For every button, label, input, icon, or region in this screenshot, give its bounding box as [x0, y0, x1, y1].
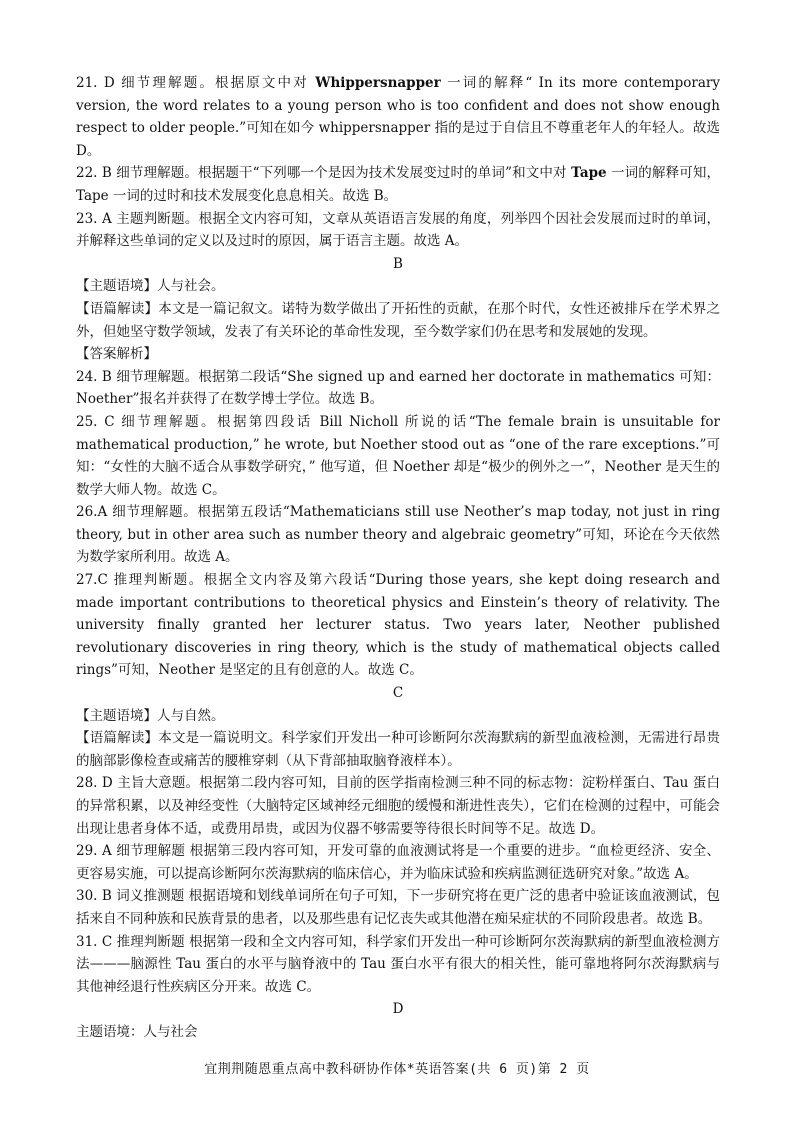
answer-29: 29. A 细节理解题 根据第三段内容可知，开发可靠的血液测试将是一个重要的进步。“血检更经济、安全、更容易实施，可以提高诊断阿尔茨海默病的临床信心，并为临床试验和疾病监测征选研究对象。”故选 A。: [76, 843, 720, 882]
answer-24: 24. B 细节理解题。根据第二段话“She signed up and earned her doctorate in mathematics 可知：Noether”报名并获得了在数学博士学位。故选 B。: [76, 368, 720, 408]
page-footer: 宜荆荆随恩重点高中教科研协作体*英语答案(共 6 页)第 2 页: [204, 1062, 590, 1077]
answer-21: 21. D 细节理解题。根据原文中对 Whippersnapper 一词的解释“ In its more contemporary version, the word relates to a young person who is too confident and does not show enough respect to older people.”可知在如今 whippersnapper 指的是过于自信且不尊重老年人的年轻人。故选 D。: [76, 75, 720, 159]
section-heading-c: C: [392, 685, 404, 702]
answer-23: 23. A 主题判断题。根据全文内容可知，文章从英语语言发展的角度，列举四个因社会发展而过时的单词，并解释这些单词的定义以及过时的原因，属于语言主题。故选 A。: [76, 210, 720, 250]
section-c-passage-analysis: 【语篇解读】本文是一篇说明文。科学家们开发出一种可诊断阿尔茨海默病的新型血液检测，无需进行昂贵的脑部影像检查或痛苦的腰椎穿刺（从下背部抽取脑脊液样本）。: [76, 730, 720, 769]
section-b-passage-analysis: 【语篇解读】本文是一篇记叙文。诺特为数学做出了开拓性的贡献，在那个时代，女性还被排斥在学术界之外，但她坚守数学领域，发表了有关环论的革命性发现，至今数学家们仍在思考和发展她的发现。: [76, 300, 720, 340]
section-b-answer-heading: 【答案解析】: [76, 346, 157, 363]
section-b-theme: 【主题语境】人与社会。: [76, 278, 225, 295]
section-d-theme: 主题语境：人与社会: [76, 1023, 198, 1040]
answer-31: 31. C 推理判断题 根据第一段和全文内容可知，科学家们开发出一种可诊断阿尔茨海默病的新型血液检测方法———脑源性 Tau 蛋白的水平与脑脊液中的 Tau 蛋白水平有很大的相关性，能可靠地将阿尔茨海默病与其他神经退行性疾病区分开来。故选 C。: [76, 933, 720, 995]
answer-22: 22. B 细节理解题。根据题干“下列哪一个是因为技术发展变过时的单词”和文中对 Tape 一词的解释可知，Tape 一词的过时和技术发展变化息息相关。故选 B。: [76, 165, 720, 204]
section-heading-d: D: [392, 1001, 404, 1018]
section-c-theme: 【主题语境】人与自然。: [76, 707, 225, 724]
answer-30: 30. B 词义推测题 根据语境和划线单词所在句子可知，下一步研究将在更广泛的患者中验证该血液测试，包括来自不同种族和民族背景的患者，以及那些患有记忆丧失或其他潜在痴呆症状的不同阶段患者。故选 B。: [76, 888, 720, 927]
answer-28: 28. D 主旨大意题。根据第二段内容可知，目前的医学指南检测三种不同的标志物：淀粉样蛋白、Tau 蛋白的异常积累，以及神经变性（大脑特定区域神经元细胞的缓慢和渐进性丧失），它们在检测的过程中，可能会出现让患者身体不适，或费用昂贵，或因为仪器不够需要等待很长时间等不足。故选 D。: [76, 775, 720, 837]
answer-25: 25. C 细节理解题。根据第四段话 Bill Nicholl 所说的话“The female brain is unsuitable for mathematical production,” he wrote, but Noether stood out as “one of the rare exceptions.”可知：“女性的大脑不适合从事数学研究，” 他写道，但 Noether 却是“极少的例外之一”，Neother 是天生的数学大师人物。故选 C。: [76, 413, 720, 498]
answer-content: [76, 72, 720, 1044]
answer-26: 26.A 细节理解题。根据第五段话“Mathematicians still use Neother’s map today, not just in ring theory, but in other area such as number theory and algebraic geometry”可知，环论在今天依然为数学家所利用。故选 A。: [76, 504, 720, 566]
answer-27: 27.C 推理判断题。根据全文内容及第六段话“During those years, she kept doing research and made important contributions to theoretical physics and Einstein’s theory of relativity. The university finally granted her lecturer status. Two years later, Neother published revolutionary discoveries in ring theory, which is the study of mathematical objects called rings”可知，Neother 是坚定的且有创意的人。故选 C。: [76, 572, 720, 679]
section-heading-b: B: [393, 255, 403, 272]
